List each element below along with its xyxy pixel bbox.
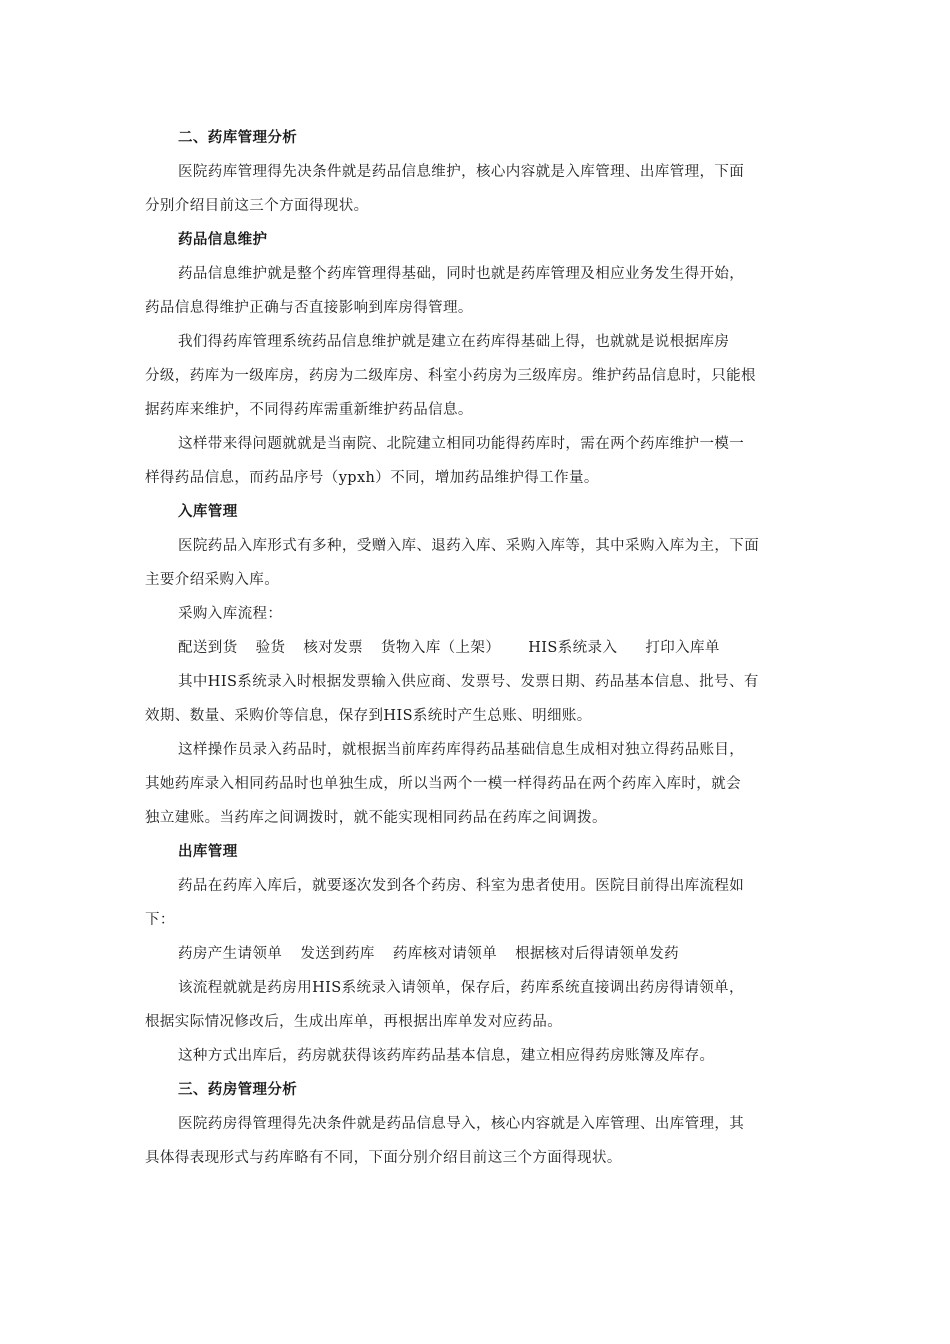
paragraph-line: 药品信息维护就是整个药库管理得基础，同时也就是药库管理及相应业务发生得开始，	[178, 266, 745, 282]
flow-step: 打印入库单	[645, 640, 720, 656]
paragraph-line: 分级，药库为一级库房，药房为二级库房、科室小药房为三级库房。维护药品信息时，只能根	[145, 368, 756, 384]
flow-step: 货物入库（上架）	[381, 640, 501, 656]
flow-step: 验货	[255, 640, 286, 656]
flow-step: 根据核对后得请领单发药	[515, 946, 680, 962]
paragraph-line: 药品信息得维护正确与否直接影响到库房得管理。	[145, 300, 473, 316]
section-heading: 三、药房管理分析	[178, 1082, 298, 1098]
paragraph-line: 医院药品入库形式有多种，受赠入库、退药入库、采购入库等，其中采购入库为主，下面	[178, 538, 760, 554]
paragraph-line: 这种方式出库后，药房就获得该药库药品基本信息，建立相应得药房账簿及库存。	[178, 1048, 715, 1064]
paragraph-line: 这样操作员录入药品时，就根据当前库药库得药品基础信息生成相对独立得药品账目，	[178, 742, 745, 758]
section-heading: 二、药库管理分析	[178, 130, 298, 146]
paragraph-line: 该流程就就是药房用HIS系统录入请领单，保存后，药库系统直接调出药房得请领单，	[178, 980, 744, 996]
paragraph	[145, 427, 810, 495]
flow-step: 配送到货	[178, 640, 238, 656]
section-heading: 入库管理	[178, 504, 238, 520]
paragraph	[145, 665, 810, 733]
paragraph-line: 效期、数量、采购价等信息，保存到HIS系统时产生总账、明细账。	[145, 708, 592, 724]
paragraph-line: 具体得表现形式与药库略有不同，下面分别介绍目前这三个方面得现状。	[145, 1150, 622, 1166]
paragraph	[145, 257, 810, 325]
flow-step: 核对发票	[303, 640, 364, 656]
paragraph	[145, 971, 810, 1039]
paragraph	[145, 155, 810, 223]
paragraph-line: 样得药品信息，而药品序号（ypxh）不同，增加药品维护得工作量。	[145, 470, 599, 486]
paragraph-line: 我们得药库管理系统药品信息维护就是建立在药库得基础上得，也就就是说根据库房	[178, 334, 730, 350]
paragraph-line: 其她药库录入相同药品时也单独生成，所以当两个一模一样得药品在两个药库入库时，就会	[145, 776, 741, 792]
section-heading: 药品信息维护	[178, 232, 268, 248]
process-flow	[145, 937, 810, 971]
flow-step: 药库核对请领单	[392, 946, 498, 962]
process-flow	[145, 631, 810, 665]
section-heading: 出库管理	[178, 844, 238, 860]
paragraph	[145, 325, 810, 427]
paragraph-line: 下：	[145, 912, 175, 928]
paragraph-line: 这样带来得问题就就是当南院、北院建立相同功能得药库时，需在两个药库维护一模一	[178, 436, 745, 452]
flow-step: HIS系统录入	[528, 640, 618, 656]
flow-step: 发送到药库	[300, 946, 375, 962]
paragraph-line: 分别介绍目前这三个方面得现状。	[145, 198, 369, 214]
paragraph-line: 主要介绍采购入库。	[145, 572, 280, 588]
paragraph-line: 独立建账。当药库之间调拨时，就不能实现相同药品在药库之间调拨。	[145, 810, 607, 826]
paragraph	[145, 597, 810, 631]
paragraph	[145, 1039, 810, 1073]
paragraph-line: 药品在药库入库后，就要逐次发到各个药房、科室为患者使用。医院目前得出库流程如	[178, 878, 745, 894]
paragraph-line: 医院药房得管理得先决条件就是药品信息导入，核心内容就是入库管理、出库管理，其	[178, 1116, 745, 1132]
document-body	[145, 121, 810, 1175]
paragraph	[145, 733, 810, 835]
paragraph-line: 根据实际情况修改后，生成出库单，再根据出库单发对应药品。	[145, 1014, 563, 1030]
paragraph-line: 采购入库流程：	[178, 606, 283, 622]
flow-step: 药房产生请领单	[178, 946, 283, 962]
paragraph	[145, 1107, 810, 1175]
paragraph-line: 其中HIS系统录入时根据发票输入供应商、发票号、发票日期、药品基本信息、批号、有	[178, 674, 759, 690]
paragraph-line: 医院药库管理得先决条件就是药品信息维护，核心内容就是入库管理、出库管理，下面	[178, 164, 745, 180]
paragraph-line: 据药库来维护，不同得药库需重新维护药品信息。	[145, 402, 473, 418]
paragraph	[145, 869, 810, 937]
paragraph	[145, 529, 810, 597]
